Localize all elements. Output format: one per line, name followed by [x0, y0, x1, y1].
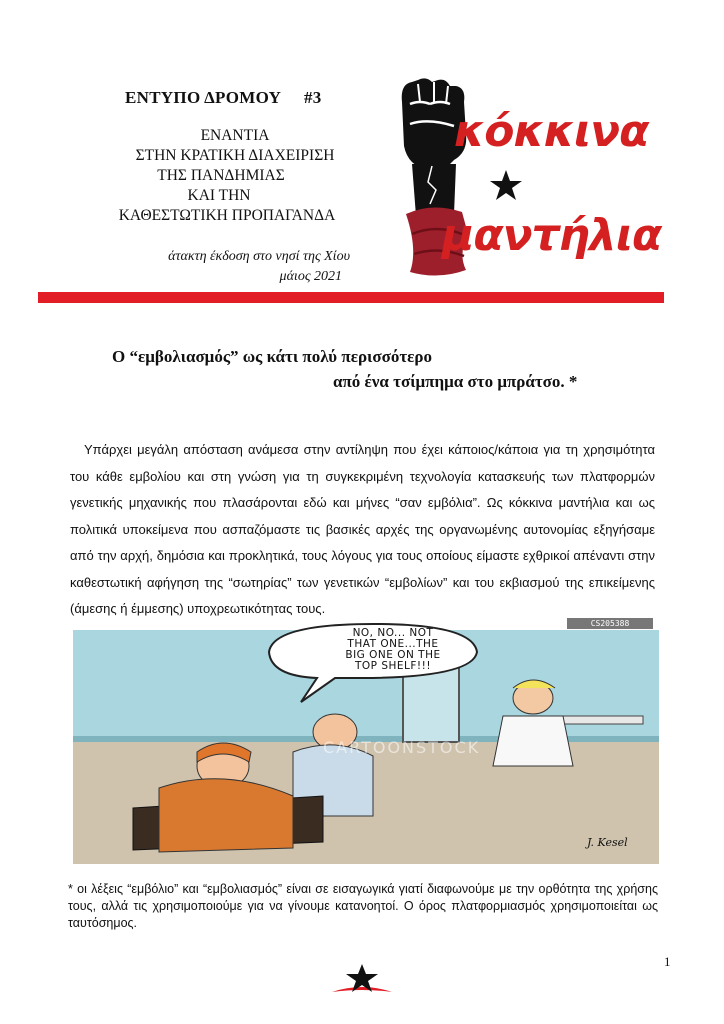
subtitle-line: ΚΑΙ ΤΗΝ — [187, 187, 251, 204]
speech-bubble-text — [313, 628, 473, 672]
page-number: 1 — [664, 954, 671, 969]
cartoon-illustration — [73, 616, 659, 864]
subtitle-line: ΣΤΗΝ ΚΡΑΤΙΚΗ ΔΙΑΧΕΙΡΙΣΗ — [135, 147, 335, 164]
cartoon-watermark: CARTOONSTOCK — [323, 738, 481, 757]
subtitle-line: ΕΝΑΝΤΙΑ — [200, 127, 270, 144]
bubble-line: TOP SHELF!!! — [354, 660, 432, 672]
logo-word-mantilia: μαντήλια — [442, 210, 662, 261]
article-paragraph: Υπάρχει μεγάλη απόσταση ανάμεσα στην αντίληψη που έχει κάποιος/κάποια για τη χρησιμότητα του κάθε εμβολίου και στη γνώση για τη συγκεκριμένη τεχνολογία κατασκευής των πλατφορμών γενετικής μηχανικής που πλασάρονται εδώ και μήνες “σαν εμβόλια”. Ως κόκκινα μαντήλια και ως πολιτικά υποκείμενα που ασπαζόμαστε τις βασικές αρχές της οργανωμένης αυτονομίας εξηγήσαμε από την αρχή, δημόσια και προκλητικά, τους λόγους για τους οποίους είμαστε εχθρικοί απέναντι στην καθεστωτική αφήγηση της “σωτηρίας” των γενετικών “εμβολίων” και του εκβιασμού της επικείμενης (άμεσης ή έμμεσης) υποχρεωτικότητας τους. — [70, 442, 655, 616]
logo-word-kokkina: κόκκινα — [454, 106, 649, 157]
footnote: * οι λέξεις “εμβόλιο” και “εμβολιασμός” είναι σε εισαγωγικά γιατί διαφωνούμε με την ορθότητα της χρήσης τους, αλλά τις χρησιμοποιούμε για να γίνουμε κατανοητοί. Ο όρος πλατφορμιασμός χρησιμοποιείται ως ταυτόσημος. — [68, 882, 658, 930]
issue-title: ΕΝΤΥΠΟ ΔΡΟΜΟΥ #3 — [125, 88, 322, 107]
subtitle-line: ΚΑΘΕΣΤΩΤΙΚΗ ΠΡΟΠΑΓΑΝΔΑ — [118, 207, 336, 224]
subtitle-line: ΤΗΣ ΠΑΝΔΗΜΙΑΣ — [157, 167, 285, 184]
edition-note: άτακτη έκδοση στο νησί της Χίου — [168, 249, 350, 264]
bubble-line: THAT ONE...THE — [347, 638, 439, 650]
footer-star-icon — [330, 962, 394, 996]
headline-line: από ένα τσίμπημα στο μπράτσο. * — [333, 372, 578, 391]
header-divider — [38, 292, 664, 303]
headline-line: Ο “εμβολιασμός” ως κάτι πολύ περισσότερο — [112, 347, 433, 366]
kokkina-mantilia-logo — [380, 70, 670, 285]
star-icon — [488, 168, 524, 204]
cartoon-signature: J. Kesel — [587, 836, 628, 849]
stock-id-tag: CS205388 — [567, 618, 653, 629]
bubble-line: NO, NO... NOT — [352, 627, 434, 639]
issue-date: μάιος 2021 — [279, 269, 342, 284]
bubble-line: BIG ONE ON THE — [345, 649, 441, 661]
